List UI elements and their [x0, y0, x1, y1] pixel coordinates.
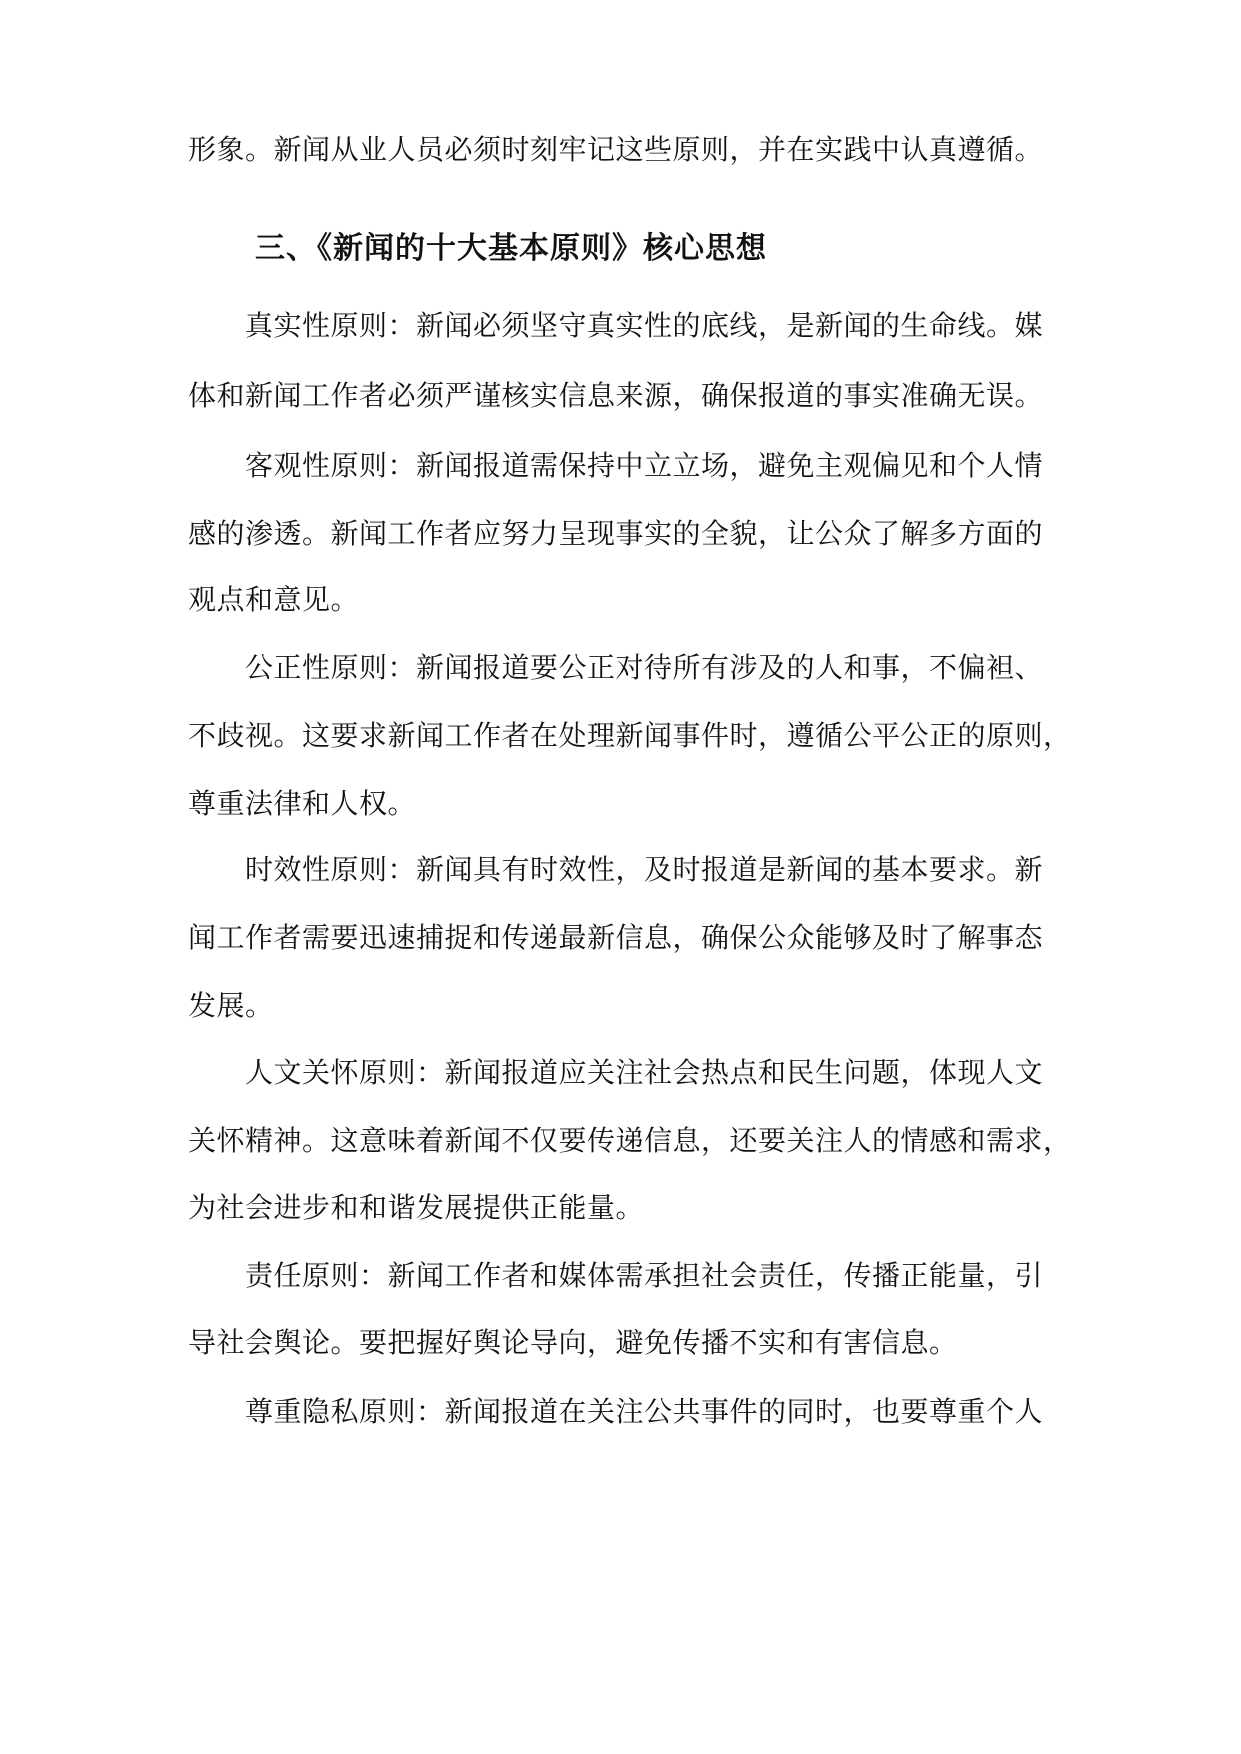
paragraph-line: 闻工作者需要迅速捕捉和传递最新信息，确保公众能够及时了解事态 — [188, 921, 1044, 954]
paragraph-line: 尊重法律和人权。 — [188, 787, 417, 820]
paragraph-line: 不歧视。这要求新闻工作者在处理新闻事件时，遵循公平公正的原则， — [188, 719, 1072, 752]
paragraph-line: 发展。 — [188, 989, 274, 1022]
paragraph-line: 人文关怀原则：新闻报道应关注社会热点和民生问题，体现人文 — [245, 1056, 1044, 1089]
paragraph-line: 责任原则：新闻工作者和媒体需承担社会责任，传播正能量，引 — [245, 1259, 1044, 1292]
paragraph-line: 真实性原则：新闻必须坚守真实性的底线，是新闻的生命线。媒 — [245, 309, 1044, 342]
paragraph-line: 尊重隐私原则：新闻报道在关注公共事件的同时，也要尊重个人 — [245, 1395, 1044, 1428]
paragraph-line: 感的渗透。新闻工作者应努力呈现事实的全貌，让公众了解多方面的 — [188, 517, 1044, 550]
section-heading: 三、《新闻的十大基本原则》核心思想 — [255, 231, 767, 266]
paragraph-line: 形象。新闻从业人员必须时刻牢记这些原则，并在实践中认真遵循。 — [188, 133, 1044, 166]
paragraph-line: 客观性原则：新闻报道需保持中立立场，避免主观偏见和个人情 — [245, 449, 1044, 482]
paragraph-line: 为社会进步和和谐发展提供正能量。 — [188, 1191, 645, 1224]
paragraph-line: 体和新闻工作者必须严谨核实信息来源，确保报道的事实准确无误。 — [188, 379, 1044, 412]
paragraph-line: 公正性原则：新闻报道要公正对待所有涉及的人和事，不偏袒、 — [245, 651, 1044, 684]
paragraph-line: 时效性原则：新闻具有时效性，及时报道是新闻的基本要求。新 — [245, 853, 1044, 886]
paragraph-line: 观点和意见。 — [188, 583, 360, 616]
paragraph-line: 导社会舆论。要把握好舆论导向，避免传播不实和有害信息。 — [188, 1326, 958, 1359]
paragraph-line: 关怀精神。这意味着新闻不仅要传递信息，还要关注人的情感和需求， — [188, 1124, 1072, 1157]
